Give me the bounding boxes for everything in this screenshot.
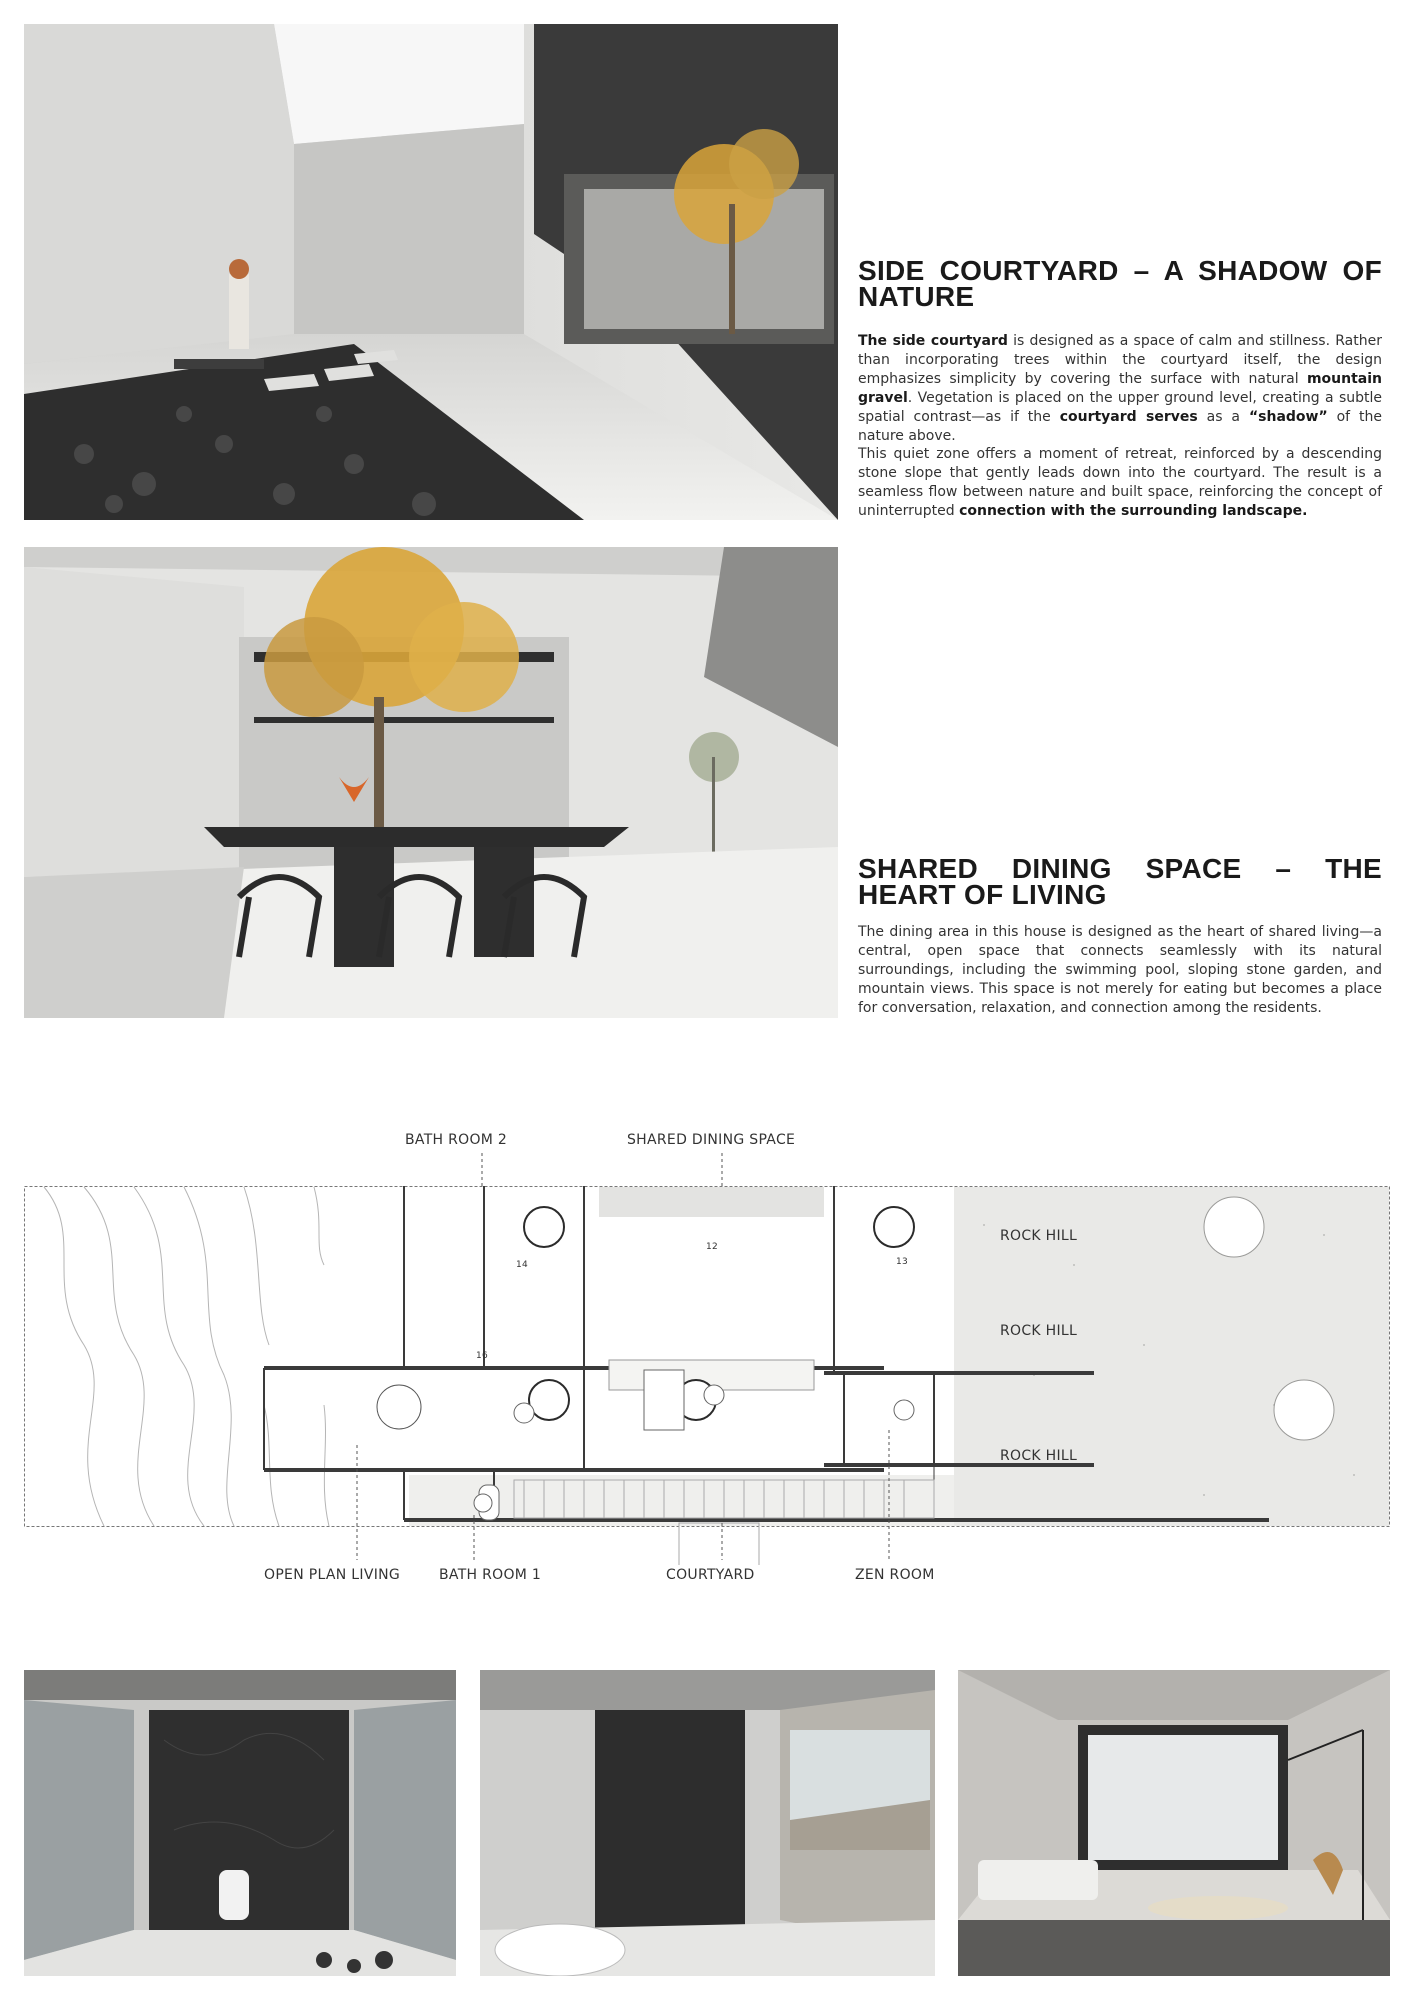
courtyard-title: SIDE COURTYARD – A SHADOW OF NATURE [858, 255, 1382, 312]
label-bath-room-1: BATH ROOM 1 [439, 1567, 542, 1583]
courtyard-paragraph-2: This quiet zone offers a moment of retreat, reinforced by a descending stone slope that gently leads down into the courtyard. The result is a seamless flow between nature and built space, reinforcing the concept of uninterrupted connection with the surrounding landscape. [858, 446, 1382, 519]
label-open-plan-living: OPEN PLAN LIVING [264, 1567, 401, 1583]
dining-title: SHARED DINING SPACE – THE HEART OF LIVING [858, 853, 1382, 910]
room-number-14: 14 [516, 1260, 529, 1270]
room-number-16: 16 [476, 1351, 489, 1361]
dining-paragraph-1: The dining area in this house is designed as the heart of shared living—a central, open space that connects seamlessly with its natural surroundings, including the swimming pool, sloping stone garden, and mountain views. This space is not merely for eating but becomes a place for conversation, relaxation, and connection among the residents. [858, 924, 1382, 1016]
room-number-12: 12 [706, 1242, 719, 1252]
bathroom-2-render [480, 1670, 935, 1976]
floor-plan [24, 1145, 1390, 1565]
room-number-13: 13 [896, 1257, 909, 1267]
label-rock-hill-1: ROCK HILL [1000, 1228, 1078, 1244]
bathroom-1-render [24, 1670, 456, 1976]
label-courtyard: COURTYARD [666, 1567, 755, 1583]
label-rock-hill-3: ROCK HILL [1000, 1448, 1078, 1464]
label-rock-hill-2: ROCK HILL [1000, 1323, 1078, 1339]
courtyard-paragraph-1: The side courtyard is designed as a space of calm and stillness. Rather than incorporating trees within the courtyard itself, the design emphasizes simplicity by covering the surface with natural mountain gravel. Vegetation is placed on the upper ground level, creating a subtle spatial contrast—as if the courtyard serves as a “shadow” of the nature above. [858, 333, 1382, 444]
label-zen-room: ZEN ROOM [855, 1567, 935, 1583]
dining-render [24, 547, 838, 1018]
courtyard-render [24, 24, 838, 520]
zen-room-render [958, 1670, 1390, 1976]
label-shared-dining-space: SHARED DINING SPACE [627, 1132, 796, 1148]
label-bath-room-2: BATH ROOM 2 [405, 1132, 508, 1148]
